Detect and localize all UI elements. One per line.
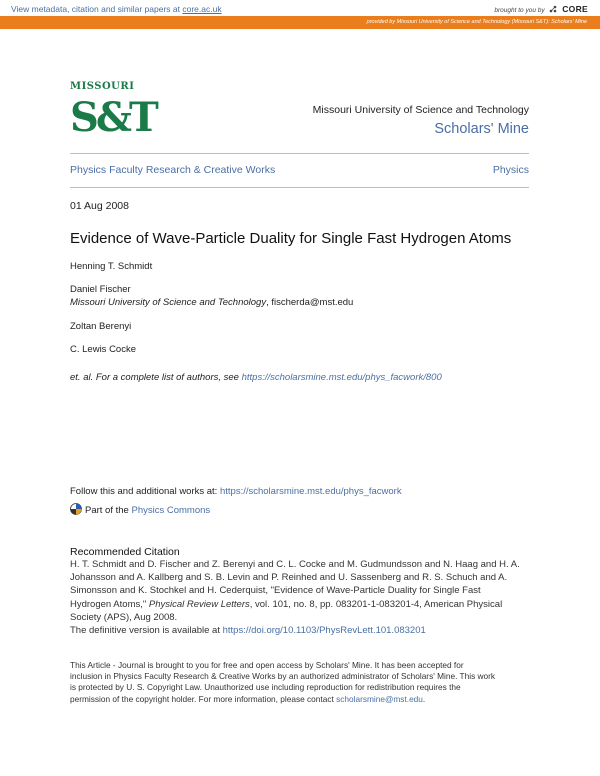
journal-name: Physical Review Letters	[148, 598, 250, 610]
doi-link[interactable]: https://doi.org/10.1103/PhysRevLett.101.083201	[222, 625, 426, 637]
core-metadata-link[interactable]: View metadata, citation and similar papers at core.ac.uk	[11, 4, 222, 14]
authors-list-link[interactable]: https://scholarsmine.mst.edu/phys_facwork/800	[241, 372, 442, 383]
institution-name: Missouri University of Science and Technology	[312, 104, 529, 116]
follow-line: Follow this and additional works at: https://scholarsmine.mst.edu/phys_facwork	[70, 486, 402, 497]
author-3: Zoltan Berenyi	[70, 321, 132, 332]
author-4: C. Lewis Cocke	[70, 344, 136, 355]
core-logo-icon	[548, 4, 558, 14]
repository-name[interactable]: Scholars' Mine	[434, 121, 529, 137]
affiliation-name: Missouri University of Science and Technology	[70, 297, 267, 308]
et-al-note: et. al. For a complete list of authors, see https://scholarsmine.mst.edu/phys_facwork/800	[70, 372, 442, 383]
svg-text:S&T: S&T	[70, 94, 156, 141]
author-2: Daniel Fischer	[70, 284, 131, 295]
core-brand-name: CORE	[562, 4, 588, 14]
discipline-link[interactable]: Physics	[492, 164, 529, 176]
recommended-citation: H. T. Schmidt and D. Fischer and Z. Berenyi and C. L. Cocke and M. Gudmundsson and N. Haag and H. A. Johansson and A. Kallberg and S. B. Levin and P. Reinhed and U. Sassenberg and R. S. Schuch and A. Simonsson and K. Stochkel and H. Cederquist, "Evidence of Wave-Particle Duality for Single Fast Hydrogen Atoms," Physical Review Letters, vol. 101, no. 8, pp. 083201-1-083201-4, American Physical Society (APS), Aug 2008. The definitive version is available at https://doi.org/10.1103/PhysRevLett.101.083201	[70, 559, 520, 637]
contact-email-link[interactable]: scholarsmine@mst.edu	[336, 693, 423, 704]
divider-bottom	[70, 187, 529, 188]
access-notice: This Article - Journal is brought to you for free and open access by Scholars' Mine. It has been accepted for inclusion in Physics Faculty Research & Creative Works by an authorized administrator of Scholars' Mine. This work is protected by U. S. Copyright Law. Unauthorized use including reproduction for redistribution requires the permission of the copyright holder. For more information, please contact scholarsmine@mst.edu.	[70, 660, 496, 704]
publication-date: 01 Aug 2008	[70, 200, 129, 212]
provided-by-text: provided by Missouri University of Science and Technology (Missouri S&T): Scholars' Mine	[366, 19, 587, 25]
article-title: Evidence of Wave-Particle Duality for Single Fast Hydrogen Atoms	[70, 230, 512, 247]
physics-commons-link[interactable]: Physics Commons	[131, 505, 211, 516]
author-email: , fischerda@mst.edu	[266, 297, 354, 308]
core-link-url[interactable]: core.ac.uk	[182, 4, 222, 14]
core-brand: brought to you by CORE	[494, 4, 588, 14]
collection-link[interactable]: Physics Faculty Research & Creative Works	[70, 164, 276, 176]
follow-link[interactable]: https://scholarsmine.mst.edu/phys_facwork	[219, 486, 402, 497]
part-of-line: Part of the Physics Commons	[70, 503, 210, 516]
divider-top	[70, 153, 529, 154]
commons-network-icon	[70, 503, 82, 515]
missouri-st-logo	[70, 81, 156, 141]
st-logo-icon	[70, 93, 156, 141]
author-1: Henning T. Schmidt	[70, 261, 153, 272]
author-2-affiliation	[70, 297, 353, 308]
logo-word: MISSOURI	[70, 81, 135, 92]
recommended-citation-heading: Recommended Citation	[70, 546, 180, 558]
core-header	[0, 0, 600, 16]
provided-by-bar	[0, 16, 600, 29]
